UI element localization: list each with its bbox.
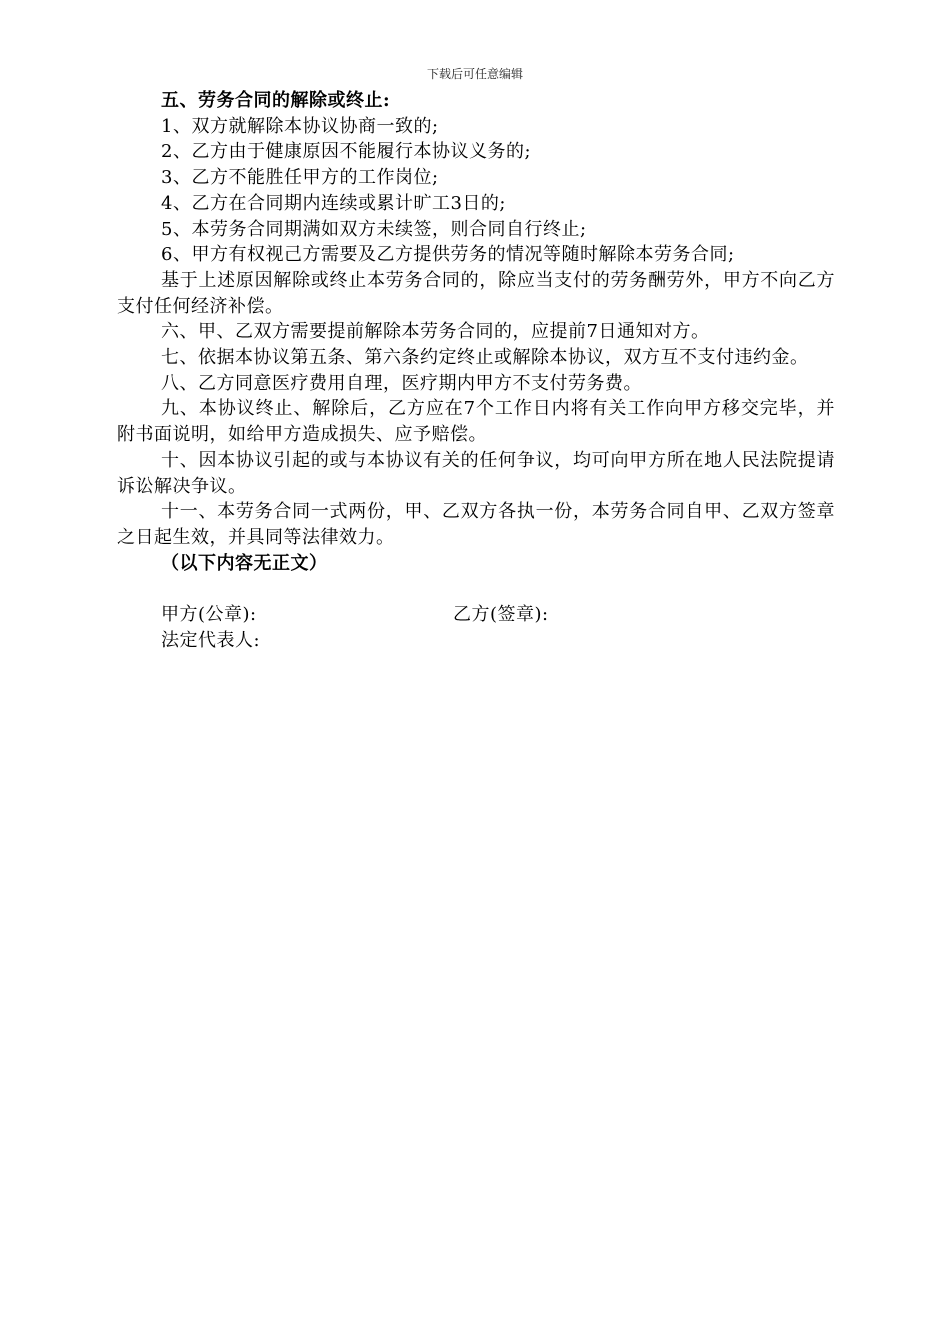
spacer <box>117 576 835 602</box>
clause-paragraph: 八、乙方同意医疗费用自理，医疗期内甲方不支付劳务费。 <box>161 372 642 394</box>
clause-paragraph: 3、乙方不能胜任甲方的工作岗位; <box>161 167 439 189</box>
clause-paragraph: 十一、本劳务合同一式两份，甲、乙双方各执一份，本劳务合同自甲、乙双方签章之日起生效，并具同等法律效力。 <box>117 501 835 548</box>
party-b-signature: 乙方(签章): <box>453 604 549 626</box>
clause-paragraph: 2、乙方由于健康原因不能履行本协议义务的; <box>161 141 532 163</box>
legal-representative: 法定代表人: <box>161 629 261 651</box>
clause-paragraph: 1、双方就解除本协议协商一致的; <box>161 115 439 137</box>
party-a-signature: 甲方(公章): <box>161 604 257 626</box>
clause-paragraph: 5、本劳务合同期满如双方未续签，则合同自行终止; <box>161 218 587 240</box>
section-title: 五、劳务合同的解除或终止: <box>161 90 391 111</box>
legal-rep-row <box>117 628 835 654</box>
no-content-note: （以下内容无正文） <box>161 552 328 574</box>
clause-paragraph: 6、甲方有权视己方需要及乙方提供劳务的情况等随时解除本劳务合同; <box>161 244 735 266</box>
clause-paragraph: 七、依据本协议第五条、第六条约定终止或解除本协议，双方互不支付违约金。 <box>161 347 809 369</box>
header-note: 下载后可任意编辑 <box>426 67 523 81</box>
clause-paragraph: 六、甲、乙双方需要提前解除本劳务合同的，应提前7日通知对方。 <box>161 321 710 343</box>
clause-paragraph: 4、乙方在合同期内连续或累计旷工3日的; <box>161 192 506 214</box>
clause-paragraph: 九、本协议终止、解除后，乙方应在7个工作日内将有关工作向甲方移交完毕，并附书面说明，如给甲方造成损失、应予赔偿。 <box>117 398 835 446</box>
clause-paragraph: 基于上述原因解除或终止本劳务合同的，除应当支付的劳务酬劳外，甲方不向乙方支付任何经济补偿。 <box>117 269 835 317</box>
document-body <box>117 88 835 653</box>
signature-row <box>117 602 835 628</box>
clause-paragraph: 十、因本协议引起的或与本协议有关的任何争议，均可向甲方所在地人民法院提请诉讼解决争议。 <box>117 449 835 497</box>
